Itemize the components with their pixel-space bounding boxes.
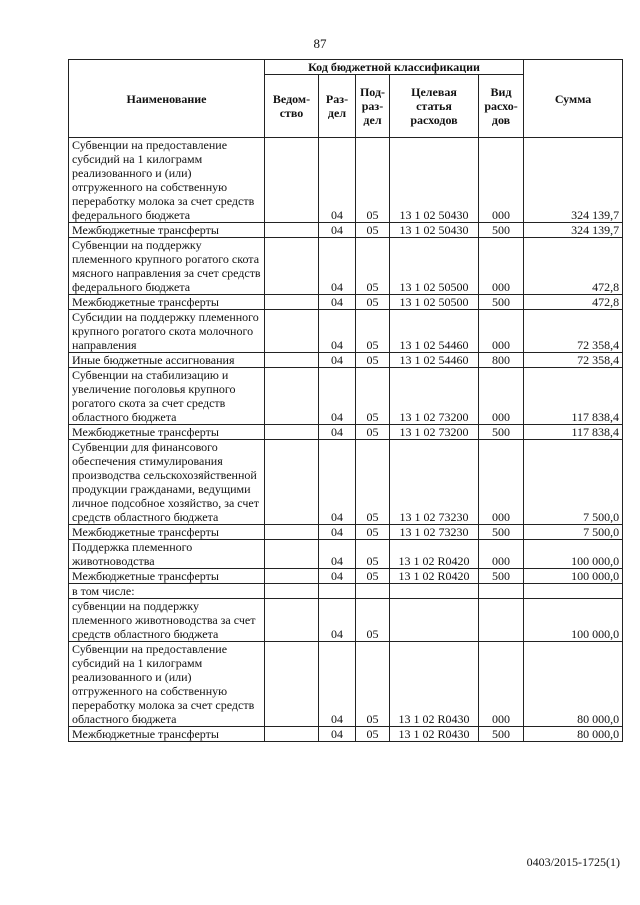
row-amount: 7 500,0 (524, 440, 623, 525)
row-section: 04 (319, 642, 356, 727)
row-ministry (265, 295, 319, 310)
table-row (69, 440, 623, 525)
row-amount: 7 500,0 (524, 525, 623, 540)
row-subsection: 05 (356, 599, 390, 642)
row-name: Межбюджетные трансферты (69, 727, 265, 742)
table-row (69, 223, 623, 238)
row-name: Межбюджетные трансферты (69, 569, 265, 584)
table-row (69, 353, 623, 368)
table-row (69, 599, 623, 642)
row-target: 13 1 02 50430 (390, 223, 479, 238)
row-amount: 472,8 (524, 238, 623, 295)
row-ministry (265, 584, 319, 599)
row-subsection: 05 (356, 223, 390, 238)
table-row (69, 425, 623, 440)
row-amount: 80 000,0 (524, 642, 623, 727)
row-expense-type: 000 (479, 642, 524, 727)
row-name: Субвенции на поддержку племенного крупного рогатого скота мясного направления за счет средств федерального бюджета (69, 238, 265, 295)
header-name: Наименование (69, 60, 265, 138)
table-body (69, 138, 623, 742)
row-subsection: 05 (356, 440, 390, 525)
row-amount: 100 000,0 (524, 569, 623, 584)
row-expense-type: 500 (479, 525, 524, 540)
row-subsection: 05 (356, 138, 390, 223)
row-name: Субвенции на предоставление субсидий на 1 килограмм реализованного и (или) отгруженного на собственную переработку молока за счет средств федерального бюджета (69, 138, 265, 223)
row-name: Поддержка племенного животноводства (69, 540, 265, 569)
table-row (69, 138, 623, 223)
row-section (319, 584, 356, 599)
row-section: 04 (319, 569, 356, 584)
row-target: 13 1 02 R0430 (390, 727, 479, 742)
row-target: 13 1 02 R0420 (390, 540, 479, 569)
row-target: 13 1 02 R0430 (390, 642, 479, 727)
row-subsection: 05 (356, 642, 390, 727)
header-target: Целевая статья расходов (390, 75, 479, 138)
table-row (69, 238, 623, 295)
row-amount (524, 584, 623, 599)
row-amount: 80 000,0 (524, 727, 623, 742)
page-number: 87 (313, 36, 327, 51)
row-ministry (265, 642, 319, 727)
table-row (69, 642, 623, 727)
row-subsection: 05 (356, 310, 390, 353)
row-section: 04 (319, 368, 356, 425)
row-target: 13 1 02 54460 (390, 353, 479, 368)
row-subsection: 05 (356, 295, 390, 310)
row-expense-type: 500 (479, 223, 524, 238)
table-row (69, 368, 623, 425)
row-subsection: 05 (356, 425, 390, 440)
row-subsection: 05 (356, 353, 390, 368)
row-expense-type: 000 (479, 368, 524, 425)
row-expense-type: 500 (479, 569, 524, 584)
row-section: 04 (319, 295, 356, 310)
row-ministry (265, 569, 319, 584)
row-amount: 117 838,4 (524, 368, 623, 425)
row-target: 13 1 02 R0420 (390, 569, 479, 584)
row-section: 04 (319, 138, 356, 223)
table-row (69, 295, 623, 310)
row-amount: 117 838,4 (524, 425, 623, 440)
table-row (69, 540, 623, 569)
row-ministry (265, 727, 319, 742)
row-target: 13 1 02 73200 (390, 368, 479, 425)
row-section: 04 (319, 599, 356, 642)
row-name: Межбюджетные трансферты (69, 425, 265, 440)
table-row (69, 569, 623, 584)
header-ministry: Ведом-ство (265, 75, 319, 138)
row-target: 13 1 02 50430 (390, 138, 479, 223)
row-subsection: 05 (356, 569, 390, 584)
row-ministry (265, 138, 319, 223)
row-section: 04 (319, 238, 356, 295)
row-name: Межбюджетные трансферты (69, 223, 265, 238)
row-expense-type: 800 (479, 353, 524, 368)
row-ministry (265, 599, 319, 642)
row-subsection: 05 (356, 368, 390, 425)
row-amount: 324 139,7 (524, 138, 623, 223)
row-target: 13 1 02 50500 (390, 295, 479, 310)
row-section: 04 (319, 525, 356, 540)
row-expense-type: 000 (479, 540, 524, 569)
row-expense-type (479, 584, 524, 599)
row-expense-type: 500 (479, 295, 524, 310)
document-code: 0403/2015-1725(1) (526, 855, 620, 869)
row-section: 04 (319, 440, 356, 525)
row-section: 04 (319, 425, 356, 440)
row-section: 04 (319, 540, 356, 569)
row-ministry (265, 223, 319, 238)
row-expense-type: 500 (479, 727, 524, 742)
row-target: 13 1 02 73230 (390, 525, 479, 540)
row-name: Субсидии на поддержку племенного крупного рогатого скота молочного направления (69, 310, 265, 353)
table-row (69, 727, 623, 742)
table-row (69, 310, 623, 353)
table-row (69, 584, 623, 599)
row-section: 04 (319, 310, 356, 353)
row-subsection (356, 584, 390, 599)
row-name: Межбюджетные трансферты (69, 295, 265, 310)
row-target: 13 1 02 73230 (390, 440, 479, 525)
row-amount: 472,8 (524, 295, 623, 310)
row-name: Субвенции для финансового обеспечения стимулирования производства сельскохозяйственной продукции гражданами, ведущими личное подсобное хозяйство, за счет средств областного бюджета (69, 440, 265, 525)
row-amount: 72 358,4 (524, 310, 623, 353)
row-expense-type: 000 (479, 440, 524, 525)
row-subsection: 05 (356, 525, 390, 540)
row-target: 13 1 02 50500 (390, 238, 479, 295)
row-amount: 72 358,4 (524, 353, 623, 368)
row-subsection: 05 (356, 540, 390, 569)
budget-table (68, 59, 623, 742)
row-amount: 324 139,7 (524, 223, 623, 238)
header-expense-type: Вид расхо-дов (479, 75, 524, 138)
row-subsection: 05 (356, 727, 390, 742)
row-subsection: 05 (356, 238, 390, 295)
row-target: 13 1 02 73200 (390, 425, 479, 440)
header-section: Раз-дел (319, 75, 356, 138)
row-expense-type: 000 (479, 238, 524, 295)
table-header (69, 60, 623, 138)
row-ministry (265, 440, 319, 525)
row-name: Субвенции на предоставление субсидий на 1 килограмм реализованного и (или) отгруженного на собственную переработку молока за счет средств областного бюджета (69, 642, 265, 727)
row-name: субвенции на поддержку племенного животноводства за счет средств областного бюджета (69, 599, 265, 642)
row-expense-type: 000 (479, 310, 524, 353)
row-name: Субвенции на стабилизацию и увеличение поголовья крупного рогатого скота за счет средств областного бюджета (69, 368, 265, 425)
row-expense-type: 500 (479, 425, 524, 440)
row-expense-type (479, 599, 524, 642)
row-amount: 100 000,0 (524, 540, 623, 569)
row-section: 04 (319, 223, 356, 238)
row-expense-type: 000 (479, 138, 524, 223)
row-target (390, 599, 479, 642)
header-subsection: Под-раз-дел (356, 75, 390, 138)
row-name: Иные бюджетные ассигнования (69, 353, 265, 368)
row-amount: 100 000,0 (524, 599, 623, 642)
row-section: 04 (319, 727, 356, 742)
header-budget-code: Код бюджетной классификации (265, 60, 524, 75)
row-section: 04 (319, 353, 356, 368)
row-ministry (265, 310, 319, 353)
header-amount: Сумма (524, 60, 623, 138)
row-ministry (265, 540, 319, 569)
row-name: в том числе: (69, 584, 265, 599)
row-ministry (265, 425, 319, 440)
row-target (390, 584, 479, 599)
row-ministry (265, 238, 319, 295)
row-name: Межбюджетные трансферты (69, 525, 265, 540)
row-target: 13 1 02 54460 (390, 310, 479, 353)
row-ministry (265, 353, 319, 368)
row-ministry (265, 368, 319, 425)
table-row (69, 525, 623, 540)
row-ministry (265, 525, 319, 540)
